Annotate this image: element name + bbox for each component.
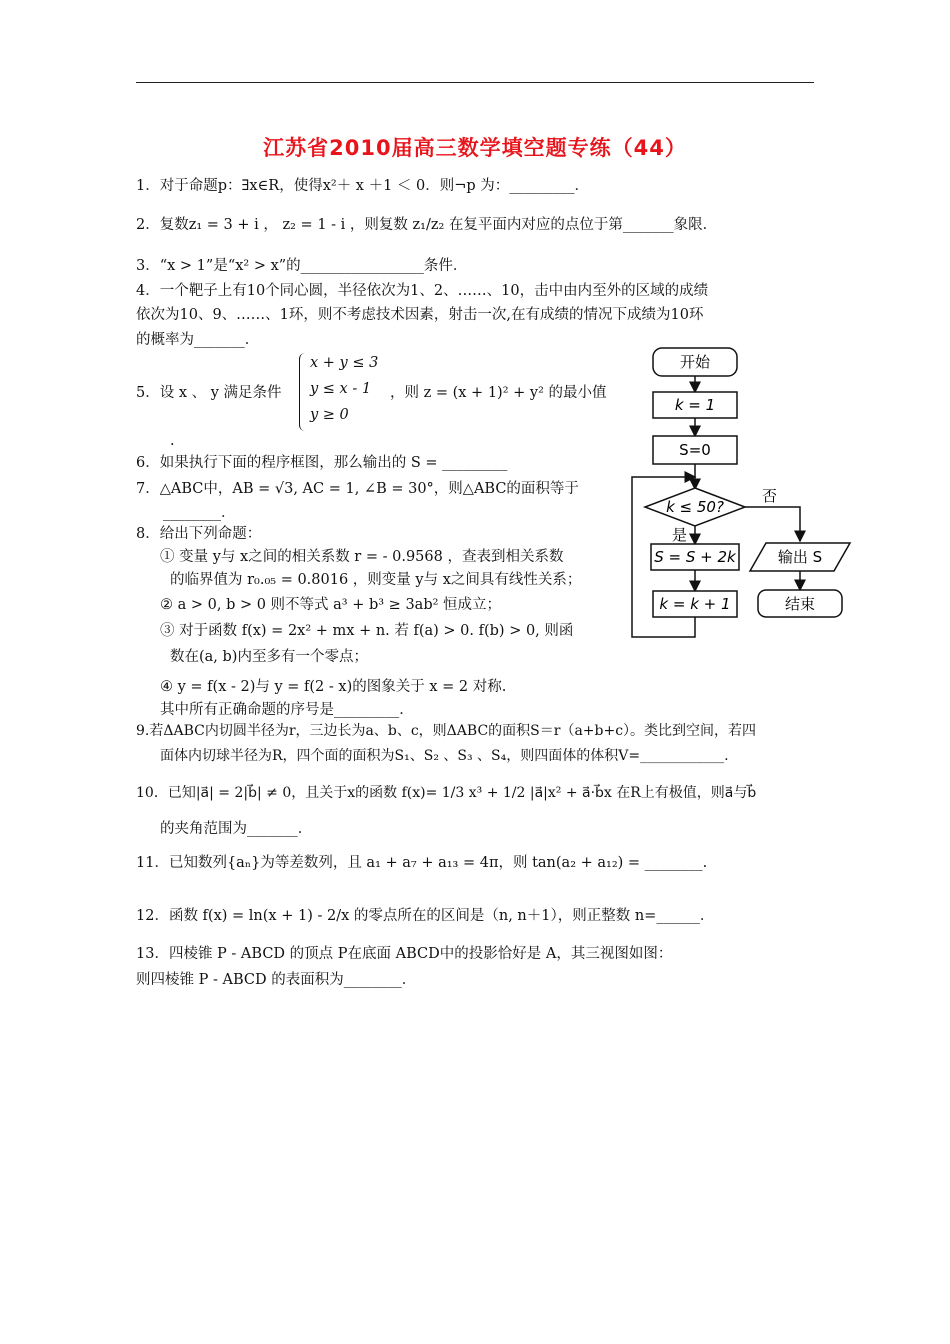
output-label: 输出 S [777, 548, 823, 566]
constraint-system [299, 353, 386, 431]
question-6: 6．如果执行下面的程序框图，那么输出的 S = _________ [136, 455, 508, 471]
condition-label: k ≤ 50? [666, 498, 724, 516]
question-11: 11．已知数列{aₙ}为等差数列，且 a₁ + a₇ + a₁₃ = 4π，则 tan(a₂ + a₁₂) = ________. [136, 855, 708, 871]
question-4-line-2: 依次为10、9、……、1环，则不考虑技术因素，射击一次,在有成绩的情况下成绩为10环 [136, 307, 704, 323]
constraint-2: y ≤ x - 1 [310, 381, 372, 397]
update-s-label: S = S + 2k [654, 548, 736, 566]
yes-label: 是 [672, 526, 688, 544]
proposition-3-line-1: ③ 对于函数 f(x) = 2x² + mx + n. 若 f(a) > 0. f(b) > 0, 则函 [160, 623, 574, 639]
header-rule [136, 82, 814, 83]
question-2: 2．复数z₁ = 3 + i ， z₂ = 1 - i ，则复数 z₁/z₂ 在复平面内对应的点位于第_______象限． [136, 217, 718, 233]
proposition-1-line-1: ① 变量 y与 x之间的相关系数 r = - 0.9568 ，查表到相关系数 [160, 549, 564, 565]
question-7: 7．△ABC中，AB = √3, AC = 1, ∠B = 30°，则△ABC的面积等于 [136, 481, 579, 497]
question-12: 12．函数 f(x) = ln(x + 1) - 2/x 的零点所在的区间是（n, n＋1），则正整数 n=______． [136, 908, 715, 924]
question-4-line-3: 的概率为_______． [136, 332, 260, 348]
question-13-line-1: 13．四棱锥 P - ABCD 的顶点 P在底面 ABCD中的投影恰好是 A，其三视图如图： [136, 946, 673, 962]
question-4-line-1: 4．一个靶子上有10个同心圆，半径依次为1、2、……、10，击中由内至外的区域的成绩 [136, 283, 709, 299]
question-10: 10．已知|a⃗| = 2|b⃗| ≠ 0，且关于x的函数 f(x)= 1/3 x³ + 1/2 |a⃗|x² + a⃗·b⃗x 在R上有极值，则a⃗与b⃗ [136, 785, 757, 801]
constraint-3: y ≥ 0 [310, 407, 349, 423]
init-s-label: S=0 [679, 441, 711, 459]
no-label: 否 [762, 487, 778, 505]
init-k-label: k = 1 [674, 396, 716, 414]
flowchart [628, 340, 858, 642]
question-5-prefix: 5．设 x 、 y 满足条件 [136, 385, 282, 401]
proposition-4: ④ y = f(x - 2)与 y = f(2 - x)的图象关于 x = 2 对称. [160, 679, 507, 695]
proposition-2: ② a > 0, b > 0 则不等式 a³ + b³ ≥ 3ab² 恒成立； [160, 597, 502, 613]
question-7-blank: ________． [163, 505, 236, 521]
proposition-1-line-2: 的临界值为 r₀.₀₅ = 0.8016 ，则变量 y与 x之间具有线性关系； [170, 572, 582, 588]
constraint-1: x + y ≤ 3 [310, 355, 379, 371]
question-13-line-2: 则四棱锥 P - ABCD 的表面积为________． [136, 972, 417, 988]
update-k-label: k = k + 1 [659, 595, 731, 613]
question-8-answer: 其中所有正确命题的序号是_________． [160, 702, 414, 718]
end-label: 结束 [784, 595, 816, 613]
question-5-end: . [170, 433, 175, 449]
start-label: 开始 [679, 353, 711, 371]
question-1: 1．对于命题p：∃x∈R，使得x²＋ x ＋1 ＜ 0．则¬p 为：_________． [136, 178, 590, 194]
question-9-line-1: 9.若ΔABC内切圆半径为r，三边长为a、b、c，则ΔABC的面积S＝r（a+b+c）。类比到空间，若四 [136, 723, 757, 739]
question-8: 8．给出下列命题： [136, 526, 262, 542]
question-9-line-2: 面体内切球半径为R，四个面的面积为S₁、S₂ 、S₃ 、S₄，则四面体的体积V=____________. [160, 748, 729, 764]
question-10-line-2: 的夹角范围为_______． [160, 821, 313, 837]
question-3: 3．“x > 1”是“x² > x”的_________________条件． [136, 258, 468, 274]
question-5-suffix: ，则 z = (x + 1)² + y² 的最小值 [390, 385, 607, 401]
proposition-3-line-2: 数在(a, b)内至多有一个零点； [170, 649, 368, 665]
page-title: 江苏省2010届高三数学填空题专练（44） [263, 136, 687, 160]
